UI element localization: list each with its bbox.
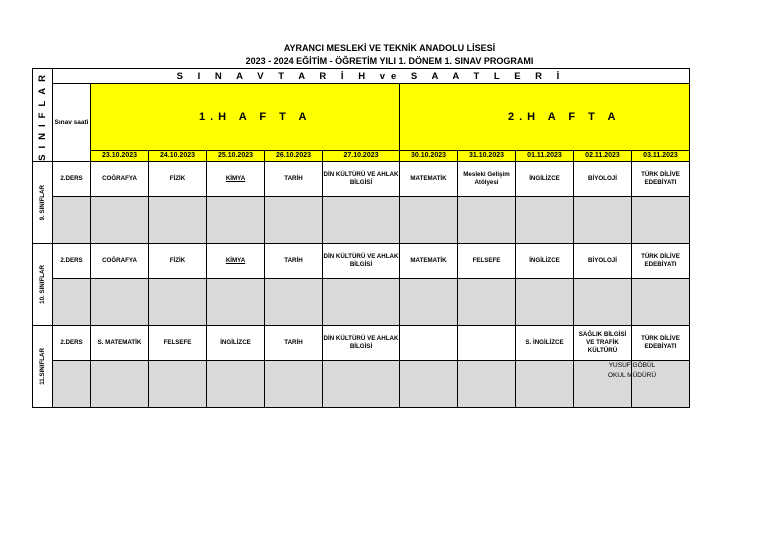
week-2-header: 2.H A F T A [400, 84, 690, 151]
exam-cell: TARİH [265, 161, 323, 196]
empty-cell [400, 196, 458, 243]
date-cell: 25.10.2023 [207, 150, 265, 161]
empty-cell [632, 278, 690, 325]
empty-cell [149, 360, 207, 407]
date-cell: 23.10.2023 [91, 150, 149, 161]
date-cell: 03.11.2023 [632, 150, 690, 161]
date-cell: 31.10.2023 [458, 150, 516, 161]
exam-cell: S. MATEMATİK [91, 325, 149, 360]
empty-cell [207, 278, 265, 325]
empty-cell [53, 278, 91, 325]
week-1-header: 1.H A F T A [91, 84, 400, 151]
empty-cell [149, 278, 207, 325]
empty-cell [632, 196, 690, 243]
date-cell: 01.11.2023 [516, 150, 574, 161]
exam-cell: DİN KÜLTÜRÜ VE AHLAK BİLGİSİ [323, 161, 400, 196]
exam-cell: BİYOLOJİ [574, 161, 632, 196]
empty-cell [53, 196, 91, 243]
school-name: AYRANCI MESLEKİ VE TEKNİK ANADOLU LİSESİ [283, 43, 496, 53]
exam-cell: TARİH [265, 325, 323, 360]
class-label: 10. SINIFLAR [33, 243, 53, 325]
date-cell: 24.10.2023 [149, 150, 207, 161]
exam-schedule-table [32, 68, 690, 408]
empty-cell [265, 278, 323, 325]
exam-cell: Mesleki Gelişim Atölyesi [458, 161, 516, 196]
exam-cell [458, 325, 516, 360]
exam-cell: FELSEFE [458, 243, 516, 278]
class-label: 11.SINIFLAR [33, 325, 53, 407]
exam-cell: COĞRAFYA [91, 243, 149, 278]
empty-cell [400, 360, 458, 407]
exam-cell: BİYOLOJİ [574, 243, 632, 278]
exam-cell: DİN KÜLTÜRÜ VE AHLAK BİLGİSİ [323, 325, 400, 360]
empty-cell [516, 360, 574, 407]
program-title: 2023 - 2024 EĞİTİM - ÖĞRETİM YILI 1. DÖNEM 1. SINAV PROGRAMI [245, 56, 534, 66]
class-label: 9. SINIFLAR [33, 161, 53, 243]
empty-cell [91, 360, 149, 407]
empty-cell [207, 196, 265, 243]
empty-cell [400, 278, 458, 325]
empty-cell [574, 278, 632, 325]
empty-cell [323, 278, 400, 325]
exam-cell: TÜRK DİLİVE EDEBİYATI [632, 325, 690, 360]
exam-cell: İNGİLİZCE [516, 161, 574, 196]
exam-cell: İNGİLİZCE [516, 243, 574, 278]
empty-cell [516, 196, 574, 243]
classes-header: SINIFLAR [33, 69, 53, 162]
exam-cell: COĞRAFYA [91, 161, 149, 196]
period-cell: 2.DERS [53, 243, 91, 278]
exam-cell: MATEMATİK [400, 161, 458, 196]
empty-cell [458, 360, 516, 407]
exam-cell: KİMYA [207, 243, 265, 278]
empty-cell [458, 196, 516, 243]
exam-cell: FİZİK [149, 161, 207, 196]
exam-cell: TARİH [265, 243, 323, 278]
exam-time-header: Sınav saati [53, 84, 91, 162]
empty-cell [53, 360, 91, 407]
period-cell: 2.DERS [53, 161, 91, 196]
signature-role: OKUL MÜDÜRÜ [607, 372, 657, 379]
exam-cell: MATEMATİK [400, 243, 458, 278]
empty-cell [516, 278, 574, 325]
empty-cell [458, 278, 516, 325]
exam-cell: TÜRK DİLİVE EDEBİYATI [632, 243, 690, 278]
date-cell: 26.10.2023 [265, 150, 323, 161]
exam-cell: FELSEFE [149, 325, 207, 360]
empty-cell [207, 360, 265, 407]
date-cell: 30.10.2023 [400, 150, 458, 161]
empty-cell [323, 360, 400, 407]
exam-cell [400, 325, 458, 360]
empty-cell [91, 196, 149, 243]
empty-cell [149, 196, 207, 243]
exam-cell: FİZİK [149, 243, 207, 278]
signature-name: YUSUF GÖBÜL [608, 362, 656, 369]
exam-cell: İNGİLİZCE [207, 325, 265, 360]
exam-cell: TÜRK DİLİVE EDEBİYATI [632, 161, 690, 196]
date-cell: 27.10.2023 [323, 150, 400, 161]
exam-cell: S. İNGİLİZCE [516, 325, 574, 360]
empty-cell [323, 196, 400, 243]
exam-cell: DİN KÜLTÜRÜ VE AHLAK BİLGİSİ [323, 243, 400, 278]
empty-cell [574, 196, 632, 243]
date-cell: 02.11.2023 [574, 150, 632, 161]
schedule-title: S I N A V T A R İ H ve S A A T L E R İ [53, 69, 690, 84]
empty-cell [91, 278, 149, 325]
exam-cell: KİMYA [207, 161, 265, 196]
exam-cell: SAĞLIK BİLGİSİ VE TRAFİK KÜLTÜRÜ [574, 325, 632, 360]
empty-cell [265, 196, 323, 243]
period-cell: 2.DERS [53, 325, 91, 360]
empty-cell [265, 360, 323, 407]
